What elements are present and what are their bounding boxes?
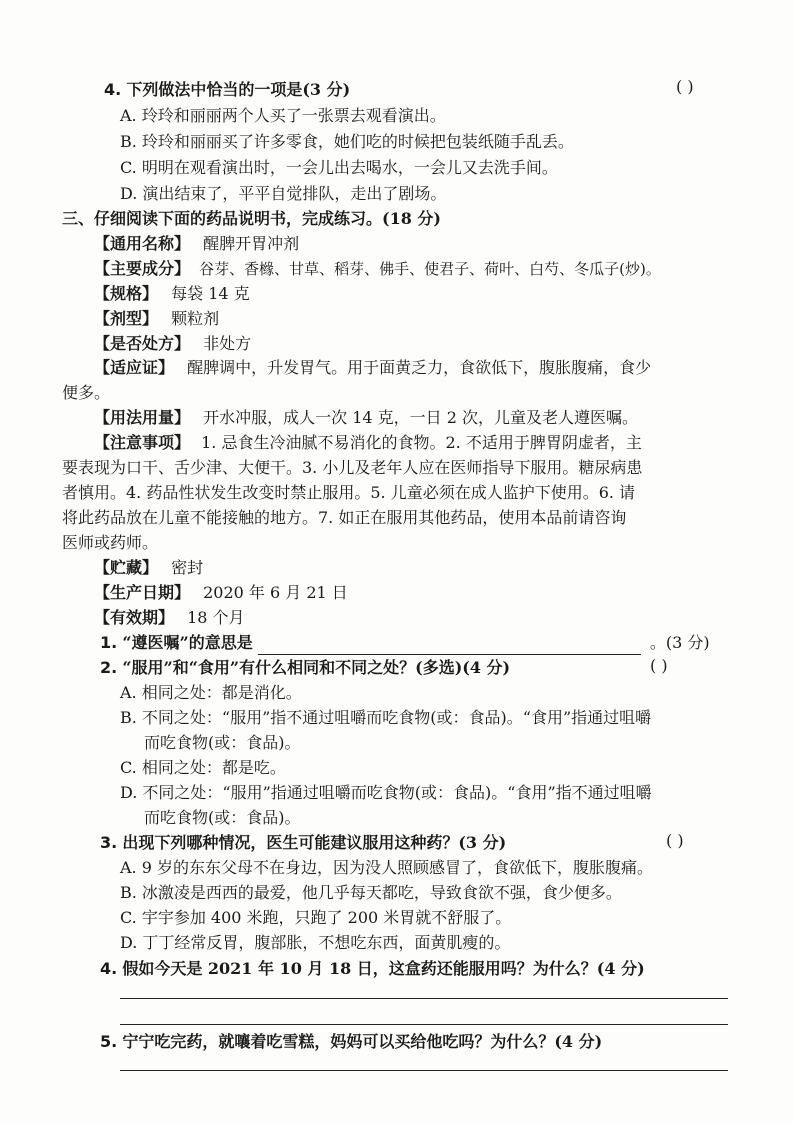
prev-question-4 [104,78,350,102]
field-label: 【剂型】 [94,309,159,328]
q2-option-b: B. 不同之处：“服用”指不通过咀嚼而吃食物(或：食品)。“食用”指通过咀嚼 [120,708,652,727]
section-3-title: 三、仔细阅读下面的药品说明书，完成练习。(18 分) [62,209,441,228]
field-value: 醒脾开胃冲剂 [203,234,300,253]
field-value: 非处方 [203,334,252,353]
q3-number: 3. [100,833,118,852]
question-2 [100,656,510,680]
field-label: 【是否处方】 [94,334,191,353]
field-value: 18 个月 [187,608,245,627]
field-label: 【通用名称】 [94,234,191,253]
field-label: 【适应证】 [94,358,175,377]
field-generic-name [94,232,299,256]
q3-answer-paren[interactable]: ( ) [666,831,684,850]
field-label: 【生产日期】 [94,583,191,602]
field-usage [94,406,638,430]
q3-option-d: D. 丁丁经常反胃，腹部胀，不想吃东西，面黄肌瘦的。 [120,933,511,952]
field-indication [94,356,651,380]
q3-option-b: B. 冰激凌是西西的最爱，他几乎每天都吃，导致食欲不强，食少便多。 [120,883,622,902]
field-value: 1. 忌食生冷油腻不易消化的食物。2. 不适用于脾胃阴虚者，主 [201,433,642,452]
field-notes [94,431,642,455]
q2-answer-paren[interactable]: ( ) [650,656,668,675]
q2-option-d-cont: 而吃食物(或：食品)。 [144,808,301,827]
notes-line-3: 者慎用。4. 药品性状发生改变时禁止服用。5. 儿童必须在成人监护下使用。6. 请 [62,483,636,502]
field-dosage-form [94,307,219,331]
q3-option-c: C. 宇宇参加 400 米跑，只跑了 200 米胃就不舒服了。 [120,908,512,927]
field-indication-cont: 便多。 [62,383,111,402]
question-1 [100,631,710,655]
q2-option-b-cont: 而吃食物(或：食品)。 [144,733,301,752]
q5-number: 5. [100,1032,118,1051]
field-production-date [94,581,348,605]
field-label: 【规格】 [94,284,159,303]
q2-text: “服用”和“食用”有什么相同和不同之处？(多选)(4 分) [122,658,511,677]
q4-text: 假如今天是 2021 年 10 月 18 日，这盒药还能服用吗？为什么？(4 分) [122,959,645,978]
field-value: 每袋 14 克 [171,284,250,303]
field-value: 2020 年 6 月 21 日 [203,583,348,602]
prev-q4-option-b: B. 玲玲和丽丽买了许多零食，她们吃的时候把包装纸随手乱丢。 [120,132,574,151]
q2-option-a: A. 相同之处：都是消化。 [120,683,302,702]
notes-line-2: 要表现为口干、舌少津、大便干。3. 小儿及老年人应在医师指导下服用。糖尿病患 [62,458,643,477]
field-prescription [94,332,251,356]
prev-q4-number: 4. [104,80,122,99]
q2-option-d: D. 不同之处：“服用”指通过咀嚼而吃食物(或：食品)。“食用”指不通过咀嚼 [120,783,652,802]
question-3 [100,831,506,855]
q4-answer-line-2[interactable] [120,1024,728,1025]
notes-line-5: 医师或药师。 [62,533,159,552]
q1-answer-blank[interactable] [258,637,641,655]
q5-text: 宁宁吃完药，就嚷着吃雪糕，妈妈可以买给他吃吗？为什么？(4 分) [122,1032,603,1051]
prev-q4-option-a: A. 玲玲和丽丽两个人买了一张票去观看演出。 [120,106,446,125]
field-value: 醒脾调中，升发胃气。用于面黄乏力，食欲低下，腹胀腹痛，食少 [187,358,652,377]
q2-option-c: C. 相同之处：都是吃。 [120,758,286,777]
field-value: 谷芽、香橼、甘草、稻芽、佛手、使君子、荷叶、白芍、冬瓜子(炒)。 [199,260,661,278]
q5-answer-line-1[interactable] [120,1070,728,1071]
q4-answer-line-1[interactable] [120,998,728,999]
field-storage [94,556,203,580]
field-label: 【主要成分】 [94,259,191,278]
q3-text: 出现下列哪种情况，医生可能建议服用这种药？(3 分) [122,833,507,852]
field-label: 【用法用量】 [94,408,191,427]
field-value: 密封 [171,558,204,577]
question-4 [100,957,645,981]
question-5 [100,1030,602,1054]
field-main-ingredients [94,257,661,281]
field-validity [94,606,245,630]
q3-option-a: A. 9 岁的东东父母不在身边，因为没人照顾感冒了，食欲低下，腹胀腹痛。 [120,858,653,877]
q1-text: “遵医嘱”的意思是 [122,633,253,652]
q1-number: 1. [100,633,118,652]
field-label: 【贮藏】 [94,558,159,577]
prev-q4-answer-paren[interactable]: ( ) [676,77,694,96]
field-label: 【有效期】 [94,608,175,627]
notes-line-4: 将此药品放在儿童不能接触的地方。7. 如正在服用其他药品，使用本品前请咨询 [62,508,627,527]
q1-suffix: 。(3 分) [649,633,710,652]
prev-q4-option-d: D. 演出结束了，平平自觉排队，走出了剧场。 [120,184,447,203]
field-value: 颗粒剂 [171,309,220,328]
prev-q4-text: 下列做法中恰当的一项是(3 分) [126,80,351,99]
field-specification [94,282,250,306]
field-value: 开水冲服，成人一次 14 克，一日 2 次，儿童及老人遵医嘱。 [203,408,638,427]
prev-q4-option-c: C. 明明在观看演出时，一会儿出去喝水，一会儿又去洗手间。 [120,158,558,177]
q2-number: 2. [100,658,118,677]
q4-number: 4. [100,959,118,978]
field-label: 【注意事项】 [94,433,191,452]
